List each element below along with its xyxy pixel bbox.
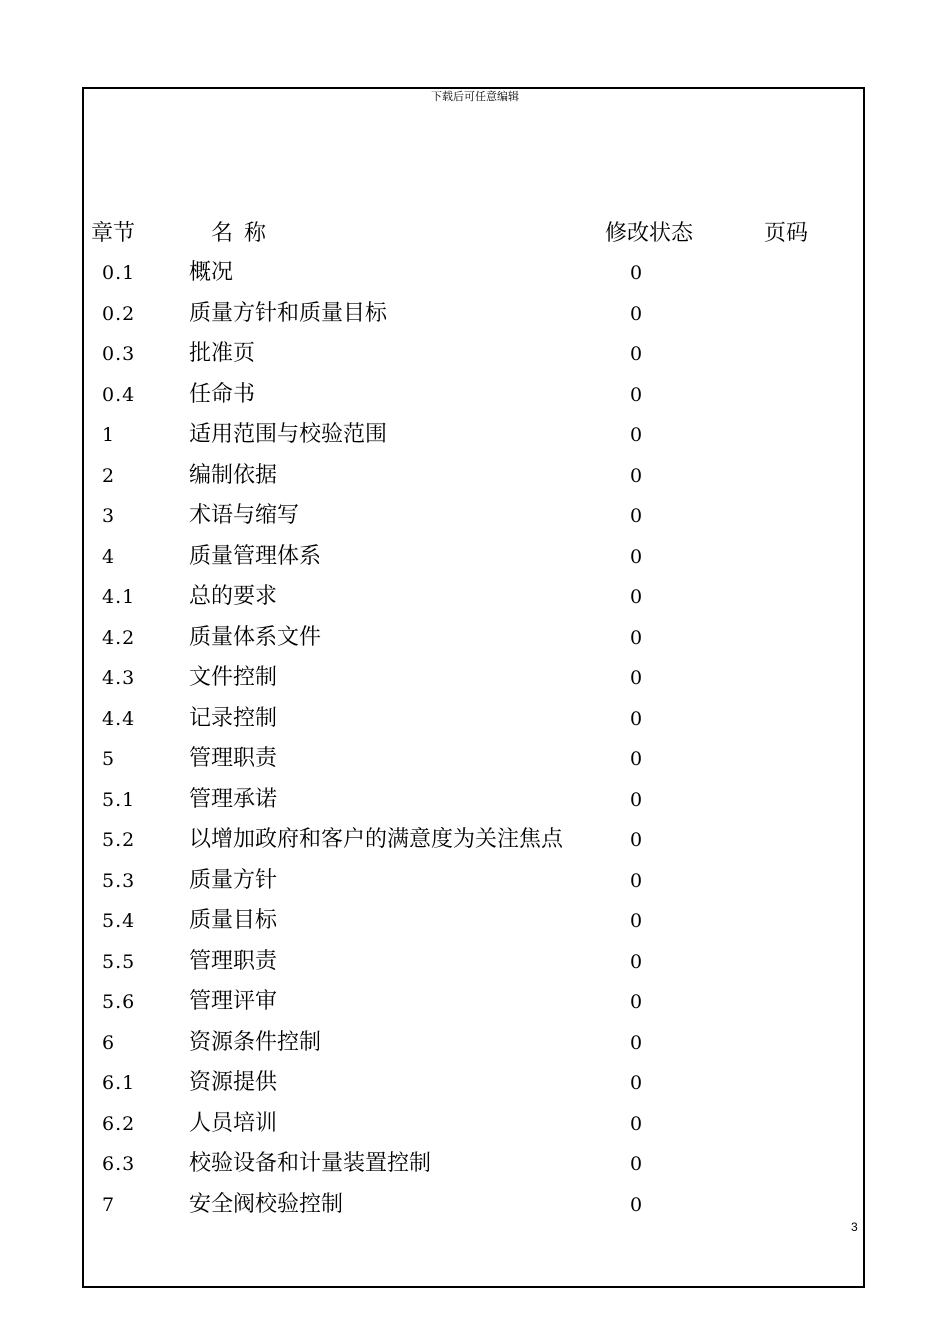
toc-chapter-number: 0.4 [102, 383, 136, 406]
toc-title: 文件控制 [189, 665, 278, 690]
toc-row [0, 1144, 950, 1185]
toc-row [0, 334, 950, 375]
toc-row [0, 577, 950, 618]
toc-row [0, 780, 950, 821]
toc-chapter-number: 4.1 [102, 586, 136, 608]
toc-status: 0 [630, 383, 643, 406]
toc-chapter-number: 5.6 [102, 991, 136, 1013]
toc-status: 0 [630, 1153, 643, 1175]
toc-chapter-number: 5.1 [102, 788, 136, 811]
toc-title: 质量体系文件 [189, 624, 322, 650]
toc-row [0, 820, 950, 861]
toc-chapter-number: 1 [102, 424, 116, 446]
toc-row [0, 618, 950, 659]
toc-status: 0 [630, 829, 643, 851]
toc-header-row [0, 218, 950, 250]
toc-title: 资源提供 [189, 1070, 278, 1095]
header-chapter: 章节 [91, 221, 136, 246]
toc-status: 0 [630, 1193, 643, 1216]
toc-row [0, 415, 950, 456]
toc-chapter-number: 6.2 [102, 1112, 136, 1135]
toc-chapter-number: 4.2 [102, 626, 136, 649]
toc-status: 0 [630, 667, 643, 689]
toc-status: 0 [630, 262, 643, 284]
toc-row [0, 537, 950, 578]
toc-row [0, 1185, 950, 1226]
toc-status: 0 [630, 1112, 643, 1135]
toc-row [0, 982, 950, 1023]
toc-chapter-number: 6.3 [102, 1153, 136, 1175]
toc-chapter-number: 6.1 [102, 1072, 136, 1094]
toc-chapter-number: 4.3 [102, 667, 136, 689]
toc-row [0, 294, 950, 335]
toc-row [0, 942, 950, 983]
toc-chapter-number: 6 [102, 1031, 116, 1054]
toc-title: 质量方针和质量目标 [189, 300, 388, 326]
toc-row [0, 253, 950, 294]
toc-row [0, 739, 950, 780]
toc-status: 0 [630, 991, 643, 1013]
toc-status: 0 [630, 1031, 643, 1054]
toc-title: 批准页 [189, 341, 256, 366]
toc-status: 0 [630, 302, 643, 325]
toc-title: 编制依据 [189, 462, 278, 488]
page-number: 3 [851, 1220, 858, 1234]
toc-status: 0 [630, 343, 643, 365]
toc-row [0, 658, 950, 699]
toc-chapter-number: 5.4 [102, 910, 136, 932]
toc-title: 适用范围与校验范围 [189, 422, 388, 447]
header-note: 下载后可任意编辑 [431, 90, 519, 103]
header-name: 名称 [211, 221, 278, 246]
toc-chapter-number: 4 [102, 545, 116, 568]
toc-row [0, 901, 950, 942]
toc-status: 0 [630, 626, 643, 649]
toc-title: 管理承诺 [189, 786, 278, 812]
toc-title: 质量管理体系 [189, 543, 322, 569]
toc-status: 0 [630, 788, 643, 811]
header-status: 修改状态 [605, 221, 694, 246]
toc-title: 术语与缩写 [189, 503, 300, 528]
toc-title: 管理职责 [189, 746, 278, 771]
toc-chapter-number: 3 [102, 505, 116, 527]
toc-title: 记录控制 [189, 705, 278, 731]
toc-title: 以增加政府和客户的满意度为关注焦点 [189, 827, 564, 852]
toc-title: 质量目标 [189, 908, 278, 933]
toc-row [0, 861, 950, 902]
toc-chapter-number: 5.5 [102, 950, 136, 973]
toc-title: 安全阀校验控制 [189, 1191, 344, 1217]
toc-status: 0 [630, 545, 643, 568]
toc-chapter-number: 2 [102, 464, 116, 487]
toc-row [0, 456, 950, 497]
toc-status: 0 [630, 950, 643, 973]
toc-chapter-number: 0.2 [102, 302, 136, 325]
toc-chapter-number: 5.3 [102, 869, 136, 892]
toc-chapter-number: 5 [102, 748, 116, 770]
toc-status: 0 [630, 505, 643, 527]
toc-status: 0 [630, 464, 643, 487]
toc-row [0, 375, 950, 416]
toc-status: 0 [630, 910, 643, 932]
toc-title: 任命书 [189, 381, 256, 407]
toc-title: 人员培训 [189, 1110, 278, 1136]
toc-chapter-number: 5.2 [102, 829, 136, 851]
toc-status: 0 [630, 869, 643, 892]
toc-title: 管理评审 [189, 989, 278, 1014]
toc-status: 0 [630, 1072, 643, 1094]
toc-chapter-number: 7 [102, 1193, 116, 1216]
toc-list [0, 253, 950, 1225]
toc-status: 0 [630, 586, 643, 608]
header-page: 页码 [764, 221, 809, 246]
toc-row [0, 1063, 950, 1104]
toc-row [0, 496, 950, 537]
toc-row [0, 1023, 950, 1064]
toc-status: 0 [630, 707, 643, 730]
toc-title: 概况 [189, 260, 234, 285]
toc-status: 0 [630, 748, 643, 770]
toc-row [0, 1104, 950, 1145]
toc-chapter-number: 0.1 [102, 262, 136, 284]
toc-title: 管理职责 [189, 948, 278, 974]
toc-title: 总的要求 [189, 584, 278, 609]
toc-title: 质量方针 [189, 867, 278, 893]
toc-chapter-number: 0.3 [102, 343, 136, 365]
toc-title: 校验设备和计量装置控制 [189, 1151, 432, 1176]
toc-row [0, 699, 950, 740]
toc-chapter-number: 4.4 [102, 707, 136, 730]
toc-status: 0 [630, 424, 643, 446]
toc-title: 资源条件控制 [189, 1029, 322, 1055]
